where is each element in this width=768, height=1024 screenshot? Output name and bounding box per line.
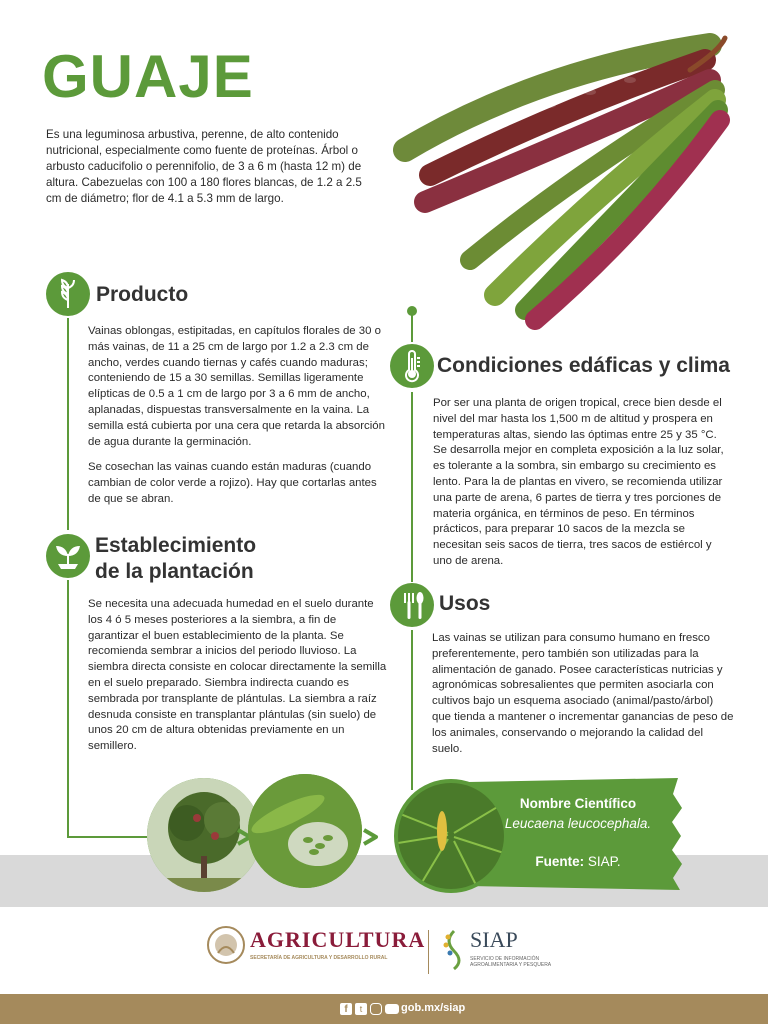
page-title: GUAJE [42, 43, 254, 110]
intro-text: Es una leguminosa arbustiva, perenne, de alto contenido nutricional, especialmente como fuente de proteínas. Árbol o arbusto caducifolio o perennifolio, de 3 a 6 m (hasta 12 m) de altura. Cabezuelas con 100 a 180 flores blancas, de 1.2 a 2.5 cm de diámetro; flor de 4.1 a 5.3 mm de largo. [46, 128, 362, 205]
establecimiento-title [95, 533, 256, 585]
logo-divider [428, 930, 429, 974]
scientific-name [473, 794, 683, 872]
connector-line [67, 836, 147, 838]
usos-paragraph: Las vainas se utilizan para consumo humano en fresco preferentemente, pero también son utilizadas para la alimentación de ganado. Posee características nutricias y agronómicas sobresalientes que permiten asociarla con cultivos bajo un esquema asociado (animal/pasto/árbol) que tienda a mantener o incrementar ganancias de peso de los animales, conservando o mejorando la calidad del suelo. [432, 632, 734, 755]
wheat-icon [46, 272, 90, 316]
producto-title: Producto [96, 283, 189, 306]
source-line [473, 852, 683, 872]
guaje-pods-illustration [390, 30, 735, 330]
mexico-seal-icon [206, 923, 246, 969]
agricultura-wordmark: AGRICULTURA [250, 927, 426, 952]
producto-body [88, 324, 388, 518]
facebook-icon[interactable]: f [340, 1003, 352, 1015]
siap-emblem-icon [442, 927, 466, 971]
connector-line [411, 630, 413, 790]
usos-title: Usos [439, 592, 491, 615]
footer-url[interactable]: gob.mx/siap [401, 1002, 466, 1014]
scientific-name-value: Leucaena leucocephala. [504, 816, 652, 831]
agricultura-logo [206, 923, 426, 973]
condiciones-title: Condiciones edáficas y clima [437, 354, 730, 377]
producto-paragraph: Vainas oblongas, estipitadas, en capítulos florales de 30 o más vainas, de 11 a 25 cm de largo por 1.2 a 2.3 cm de ancho, verdes cuando tiernas y cafés cuando maduras; conteniendo de 15 a 30 semillas. Semillas ligeramente elípticas de 0.5 a 1 cm de largo por 3 a 6 mm de ancho, aplanadas, dispuestas transversalmente en la vaina. La semilla está cubierta por una cera que retarda la absorción de agua durante la germinación. [88, 325, 385, 448]
arrow-right-icon [360, 826, 382, 848]
condiciones-body [433, 396, 733, 580]
social-icons [340, 1003, 399, 1017]
condiciones-paragraph: Por ser una planta de origen tropical, crece bien desde el nivel del mar hasta los 1,500 m de altitud y prospera en temperaturas altas, siendo las óptimas entre 25 y 35 °C. Se desarrolla mejor en completa exposición a la luz solar, es tolerante a la sombra, sin embargo su crecimiento es lento. Para la de plantas en vivero, se recomienda utilizar una parte de arena, 6 partes de tierra y tres porciones de materia orgánica, en términos de peso. En términos prácticos, para preparar 10 sacos de la mezcla se necesitan seis sacos de tierra, tres sacos de estiércol y uno de arena. [433, 397, 724, 567]
youtube-icon[interactable] [385, 1004, 399, 1014]
siap-subtitle: SERVICIO DE INFORMACIÓN AGROALIMENTARIA Y PESQUERA [470, 956, 552, 968]
twitter-icon[interactable]: t [355, 1003, 367, 1015]
sprout-icon [46, 534, 90, 578]
connector-line [411, 392, 413, 582]
thermometer-icon [390, 344, 434, 388]
usos-body [432, 631, 734, 767]
utensils-icon [390, 583, 434, 627]
agricultura-subtitle: SECRETARÍA DE AGRICULTURA Y DESARROLLO RURAL [250, 955, 388, 961]
connector-line [411, 312, 413, 342]
establecimiento-title-line1: Establecimiento [95, 534, 257, 557]
source-value: SIAP. [587, 854, 621, 869]
establecimiento-title-line2: de la plantación [95, 560, 254, 583]
scientific-name-label: Nombre Científico [519, 796, 637, 811]
source-label: Fuente: [535, 854, 585, 869]
pods-seeds-photo [248, 774, 362, 888]
connector-line [67, 580, 69, 838]
establecimiento-paragraph: Se necesita una adecuada humedad en el suelo durante los 4 ó 5 meses posteriores a la siembra, a fin de garantizar el buen establecimiento de la planta. Se recomienda sembrar a inicios del periodo lluvioso. La siembra directa consiste en colocar directamente la semilla en el suelo preparado. Siembra indirecta cuando es sembrada por transplante de plántulas. La siembra a raíz desnuda consiste en transplantar plántulas (sin suelo) de unos 20 cm de altura obtenidas previamente en un semillero. [88, 598, 387, 753]
connector-dot [407, 306, 417, 316]
establecimiento-body [88, 597, 388, 765]
siap-logo [442, 925, 562, 975]
producto-paragraph: Se cosechan las vainas cuando están maduras (cuando cambian de color verde a rojizo). Hay que cortarlas antes de que se abran. [88, 461, 377, 505]
connector-line [67, 318, 69, 530]
siap-wordmark: SIAP [470, 927, 518, 952]
instagram-icon[interactable] [370, 1003, 382, 1015]
